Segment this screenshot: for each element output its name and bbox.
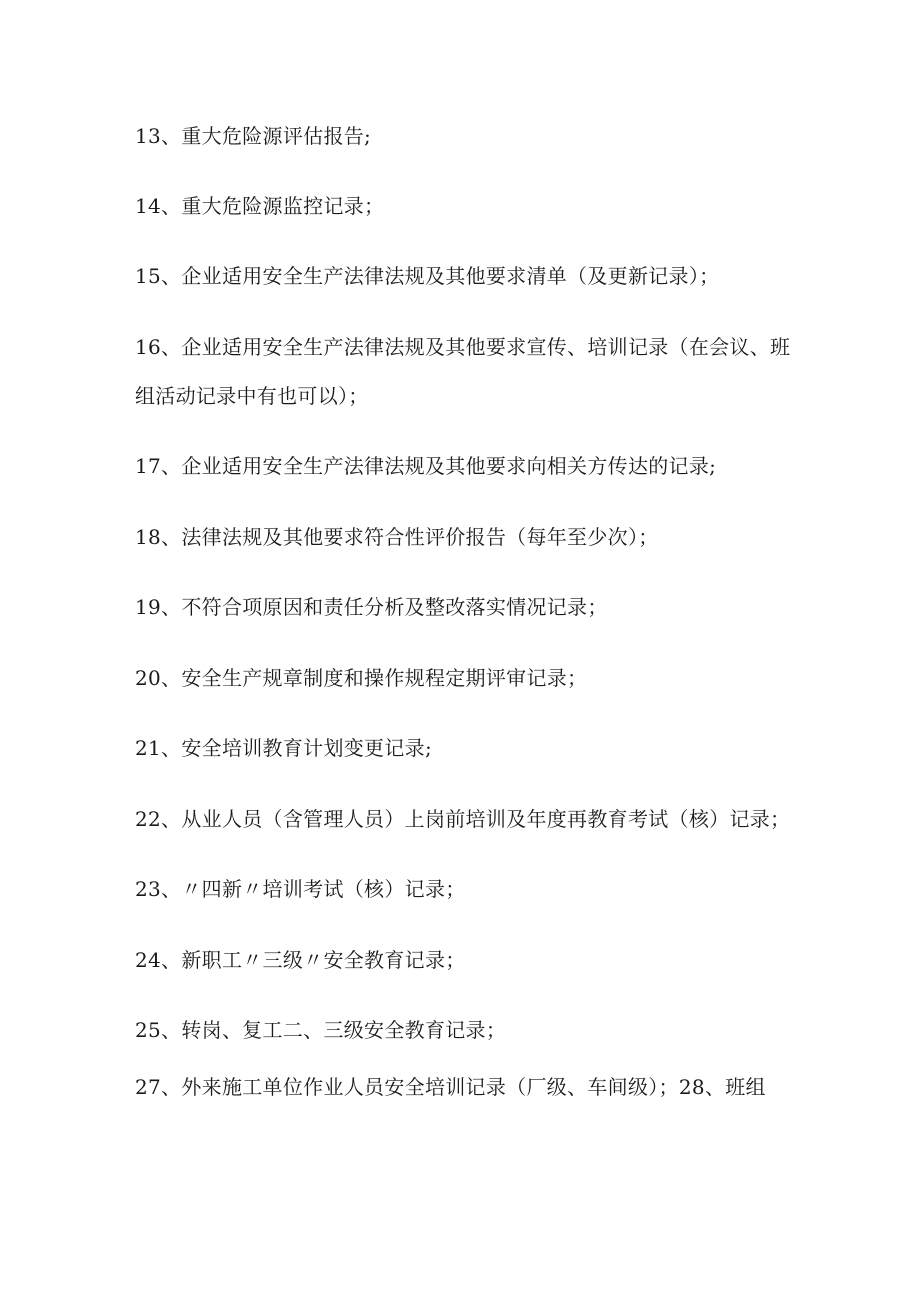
- list-item-25: 25、转岗、复工二、三级安全教育记录；: [135, 1018, 507, 1042]
- list-item-19: 19、不符合项原因和责任分析及整改落实情况记录；: [135, 595, 608, 619]
- list-item-16-line-2: 组活动记录中有也可以）；: [135, 384, 369, 408]
- list-item-22: 22、从业人员（含管理人员）上岗前培训及年度再教育考试（核）记录；: [135, 807, 791, 831]
- list-item-18: 18、法律法规及其他要求符合性评价报告（每年至少次）；: [135, 525, 659, 549]
- list-item-27: 27、外来施工单位作业人员安全培训记录（厂级、车间级）；28、班组: [135, 1075, 766, 1099]
- list-item-24: 24、新职工〃三级〃安全教育记录；: [135, 948, 466, 972]
- list-item-15: 15、企业适用安全生产法律法规及其他要求清单（及更新记录）；: [135, 264, 720, 288]
- list-item-20: 20、安全生产规章制度和操作规程定期评审记录；: [135, 666, 588, 690]
- list-item-16-line-1: 16、企业适用安全生产法律法规及其他要求宣传、培训记录（在会议、班: [135, 335, 791, 359]
- list-item-17: 17、企业适用安全生产法律法规及其他要求向相关方传达的记录;: [135, 454, 717, 478]
- list-item-21: 21、安全培训教育计划变更记录;: [135, 736, 432, 760]
- list-item-14: 14、重大危险源监控记录；: [135, 194, 385, 218]
- list-item-13: 13、重大危险源评估报告;: [135, 124, 372, 148]
- list-item-23: 23、〃四新〃培训考试（核）记录；: [135, 877, 466, 901]
